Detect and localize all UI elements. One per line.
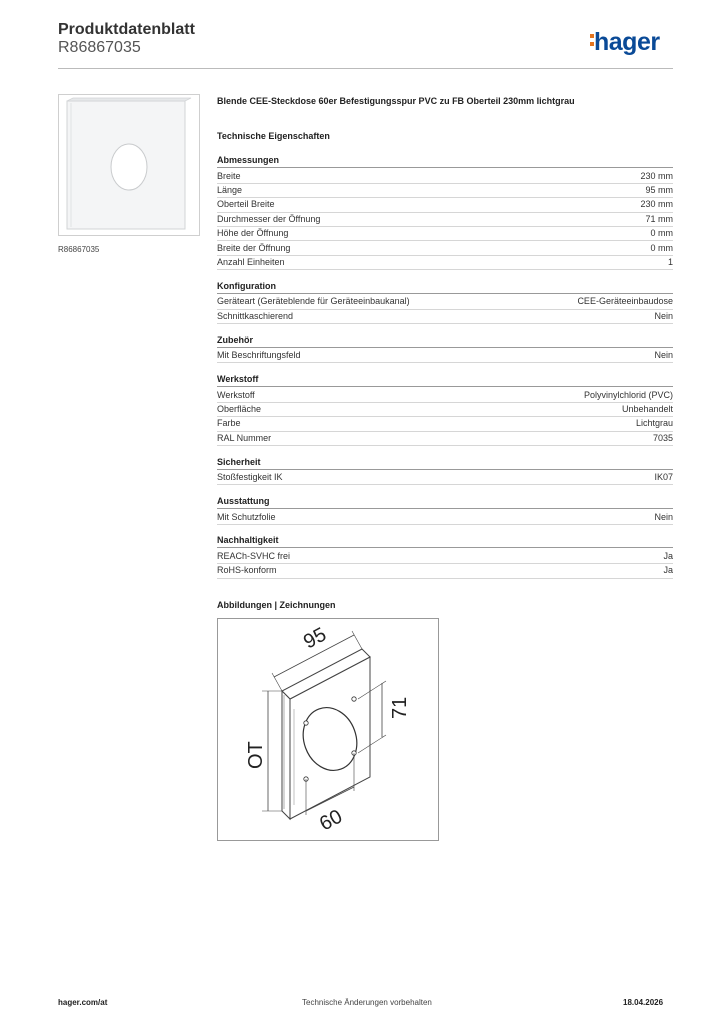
property-value: 0 mm — [650, 228, 673, 239]
thumbnail-caption: R86867035 — [58, 245, 100, 254]
dimension-diameter-label: 71 — [389, 696, 411, 719]
property-label: Werkstoff — [217, 389, 255, 400]
product-thumbnail-icon — [59, 95, 199, 235]
property-label: Länge — [217, 184, 243, 195]
property-row — [217, 417, 673, 431]
property-value: 71 mm — [645, 213, 673, 224]
property-row — [217, 471, 673, 485]
property-row — [217, 511, 673, 525]
property-row — [217, 295, 673, 309]
property-row — [217, 184, 673, 198]
product-code: R86867035 — [58, 39, 141, 56]
property-value: Ja — [663, 565, 673, 576]
dimension-pitch-label: 60 — [316, 805, 346, 836]
property-row — [217, 564, 673, 578]
property-value: CEE-Geräteeinbaudose — [577, 296, 673, 307]
property-label: Breite — [217, 170, 241, 181]
product-title: Blende CEE-Steckdose 60er Befestigungsspur PVC zu FB Oberteil 230mm lichtgrau — [217, 96, 575, 106]
product-thumbnail — [58, 94, 200, 236]
property-row — [217, 256, 673, 270]
property-label: REACh-SVHC frei — [217, 550, 291, 561]
property-row — [217, 198, 673, 212]
property-label: Breite der Öffnung — [217, 242, 291, 253]
property-value: 230 mm — [640, 170, 673, 181]
property-label: Mit Beschriftungsfeld — [217, 350, 301, 361]
figures-heading: Abbildungen | Zeichnungen — [217, 600, 336, 610]
property-value: 1 — [667, 256, 673, 267]
property-value: 95 mm — [645, 184, 673, 195]
property-label: Schnittkaschierend — [217, 310, 294, 321]
property-value: Unbehandelt — [621, 403, 673, 414]
property-value: Nein — [654, 511, 673, 522]
property-row — [217, 432, 673, 446]
property-label: Geräteart (Geräteblende für Geräteeinbaukanal) — [217, 296, 410, 307]
property-label: Farbe — [217, 418, 241, 429]
property-row — [217, 550, 673, 564]
section-heading: Zubehör — [217, 335, 673, 345]
tech-properties-heading: Technische Eigenschaften — [217, 131, 330, 141]
property-row — [217, 213, 673, 227]
property-value: Nein — [654, 310, 673, 321]
footer-date: 18.04.2026 — [623, 998, 664, 1007]
property-label: Anzahl Einheiten — [217, 256, 285, 267]
property-row — [217, 310, 673, 324]
property-label: RoHS-konform — [217, 565, 277, 576]
section-heading: Werkstoff — [217, 374, 673, 384]
property-value: 230 mm — [640, 199, 673, 210]
page-title: Produktdatenblatt — [58, 21, 195, 38]
property-label: Stoßfestigkeit IK — [217, 472, 283, 483]
property-row — [217, 242, 673, 256]
dimension-height-label: OT — [245, 741, 267, 769]
property-value: IK07 — [654, 472, 673, 483]
property-label: Durchmesser der Öffnung — [217, 213, 321, 224]
section-heading: Konfiguration — [217, 281, 673, 291]
property-row — [217, 349, 673, 363]
section-heading: Ausstattung — [217, 496, 673, 506]
property-value: Lichtgrau — [635, 418, 673, 429]
property-value: 0 mm — [650, 242, 673, 253]
property-row — [217, 227, 673, 241]
property-row — [217, 389, 673, 403]
property-label: Mit Schutzfolie — [217, 511, 276, 522]
section-heading: Abmessungen — [217, 155, 673, 165]
footer-disclaimer: Technische Änderungen vorbehalten — [302, 998, 432, 1007]
property-value: Ja — [663, 550, 673, 561]
property-value: Polyvinylchlorid (PVC) — [583, 389, 673, 400]
property-row — [217, 170, 673, 184]
technical-drawing — [217, 618, 439, 841]
footer-website[interactable]: hager.com/at — [58, 998, 108, 1007]
header-divider — [58, 68, 673, 69]
dimension-drawing-icon — [218, 619, 438, 840]
section-heading: Nachhaltigkeit — [217, 535, 673, 545]
hager-logo: hager — [594, 28, 660, 56]
property-label: Höhe der Öffnung — [217, 228, 289, 239]
section-heading: Sicherheit — [217, 457, 673, 467]
property-value: 7035 — [652, 432, 673, 443]
dimension-width-label: 95 — [300, 623, 330, 654]
property-label: Oberfläche — [217, 403, 262, 414]
property-label: RAL Nummer — [217, 432, 272, 443]
property-row — [217, 403, 673, 417]
property-label: Oberteil Breite — [217, 199, 275, 210]
property-value: Nein — [654, 350, 673, 361]
